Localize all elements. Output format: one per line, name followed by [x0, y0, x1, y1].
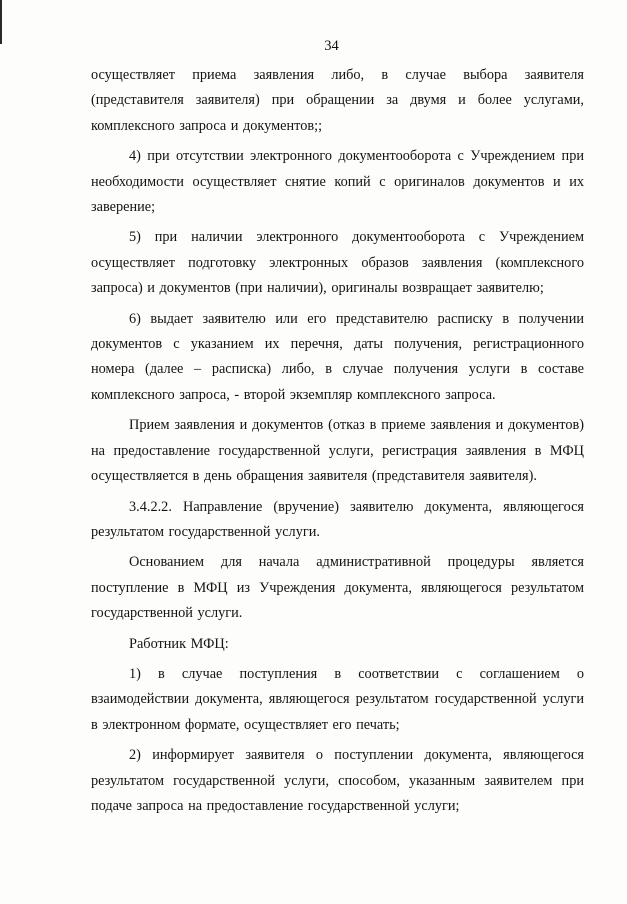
paragraph-item-4: 4) при отсутствии электронного документооборота с Учреждением при необходимости осуществляет снятие копий с оригиналов документов и их заверение; — [91, 148, 584, 216]
paragraph-worker-item-2: 2) информирует заявителя о поступлении документа, являющегося результатом государственной услуги, способом, указанным заявителем при подаче запроса на предоставление государственной услуги; — [91, 747, 584, 814]
paragraph-worker-item-1: 1) в случае поступления в соответствии с соглашением о взаимодействии документа, являющегося результатом государственной услуги в электронном формате, осуществляет его печать; — [91, 665, 584, 733]
section-heading-3-4-2-2: 3.4.2.2. Направление (вручение) заявителю документа, являющегося результатом государственной услуги. — [91, 498, 584, 540]
document-body — [91, 63, 584, 824]
paragraph-application-intake: Прием заявления и документов (отказ в приеме заявления и документов) на предоставление государственной услуги, регистрация заявления в МФЦ осуществляется в день обращения заявителя (представителя заявителя). — [91, 417, 584, 485]
paragraph-continuation: осуществляет приема заявления либо, в случае выбора заявителя (представителя заявителя) при обращении за двумя и более услугами, комплексного запроса и документов;; — [91, 67, 584, 134]
paragraph-item-6: 6) выдает заявителю или его представителю расписку в получении документов с указанием их перечня, даты получения, регистрационного номера (далее – расписка) либо, в случае получения услуги в составе комплексного запроса, - второй экземпляр комплексного запроса. — [91, 310, 584, 403]
page-number: 34 — [324, 38, 339, 54]
paragraph-item-5: 5) при наличии электронного документооборота с Учреждением осуществляет подготовку электронных образов заявления (комплексного запроса) и документов (при наличии), оригиналы возвращает заявителю; — [91, 229, 584, 297]
paragraph-procedure-basis: Основанием для начала административной процедуры является поступление в МФЦ из Учреждения документа, являющегося результатом государственной услуги. — [91, 554, 584, 622]
paragraph-mfc-worker: Работник МФЦ: — [129, 635, 229, 652]
